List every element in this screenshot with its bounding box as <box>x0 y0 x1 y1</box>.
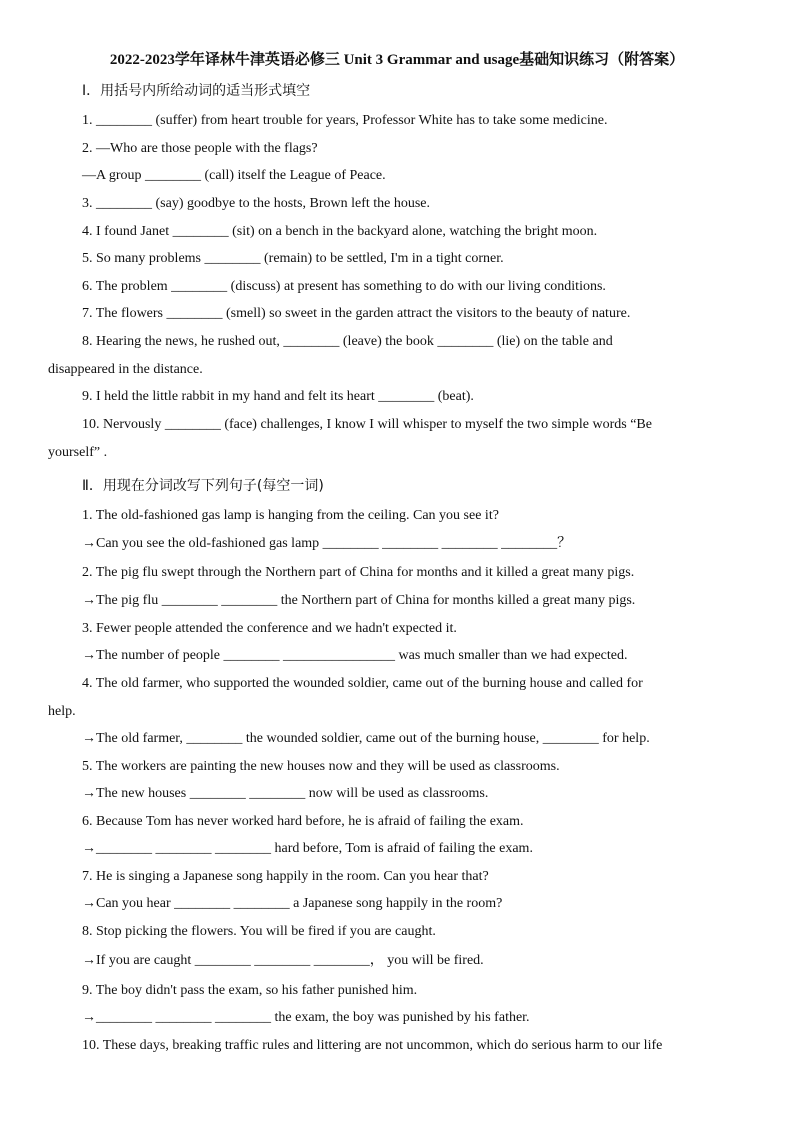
s1-item-5: 5. So many problems ________ (remain) to be settled, I'm in a tight corner. <box>82 251 504 266</box>
s2-item-10: 10. These days, breaking traffic rules and littering are not uncommon, which do serious harm to our life <box>82 1038 663 1053</box>
s1-item-10: 10. Nervously ________ (face) challenges, I know I will whisper to myself the two simple words “Be <box>82 417 652 432</box>
s2-item-6: 6. Because Tom has never worked hard before, he is afraid of failing the exam. <box>82 814 524 829</box>
s1-item-2-answer: —A group ________ (call) itself the League of Peace. <box>82 168 386 183</box>
s2-item-3: 3. Fewer people attended the conference and we hadn't expected it. <box>82 621 457 636</box>
s2-item-5-rewrite: →The new houses ________ ________ now will be used as classrooms. <box>82 786 489 801</box>
section-1-heading: Ⅰ．用括号内所给动词的适当形式填空 <box>82 83 311 99</box>
s2-item-7: 7. He is singing a Japanese song happily in the room. Can you hear that? <box>82 869 489 884</box>
s1-item-8: 8. Hearing the news, he rushed out, ________ (leave) the book ________ (lie) on the table and <box>82 334 613 349</box>
s1-item-6: 6. The problem ________ (discuss) at present has something to do with our living conditions. <box>82 279 606 294</box>
s2-item-9: 9. The boy didn't pass the exam, so his father punished him. <box>82 983 418 998</box>
s2-item-8: 8. Stop picking the flowers. You will be fired if you are caught. <box>82 924 436 939</box>
s1-item-7: 7. The flowers ________ (smell) so sweet in the garden attract the visitors to the beauty of nature. <box>82 306 631 321</box>
s2-item-3-rewrite: →The number of people ________ ________________ was much smaller than we had expected. <box>82 648 628 663</box>
s2-item-4-cont: help. <box>48 704 76 719</box>
s2-item-5: 5. The workers are painting the new houses now and they will be used as classrooms. <box>82 759 560 774</box>
s1-item-9: 9. I held the little rabbit in my hand and felt its heart ________ (beat). <box>82 389 474 404</box>
s1-item-3: 3. ________ (say) goodbye to the hosts, Brown left the house. <box>82 196 431 211</box>
s2-item-4-rewrite: →The old farmer, ________ the wounded soldier, came out of the burning house, ________ for help. <box>82 731 650 746</box>
s2-item-1-rewrite: →Can you see the old-fashioned gas lamp ________ ________ ________ ________？ <box>82 536 572 551</box>
s2-item-2-rewrite: →The pig flu ________ ________ the Northern part of China for months killed a great many pigs. <box>82 593 636 608</box>
s1-item-1: 1. ________ (suffer) from heart trouble for years, Professor White has to take some medicine. <box>82 113 608 128</box>
section-2-heading: Ⅱ．用现在分词改写下列句子(每空一词) <box>82 478 324 494</box>
s2-item-8-rewrite: →If you are caught ________ ________ ________， you will be fired. <box>82 953 484 968</box>
s2-item-1: 1. The old-fashioned gas lamp is hanging from the ceiling. Can you see it? <box>82 508 499 523</box>
s2-item-9-rewrite: →________ ________ ________ the exam, the boy was punished by his father. <box>82 1010 530 1025</box>
s2-item-6-rewrite: →________ ________ ________ hard before, Tom is afraid of failing the exam. <box>82 841 533 856</box>
document-title: 2022-2023学年译林牛津英语必修三 Unit 3 Grammar and usage基础知识练习（附答案） <box>109 52 685 68</box>
s1-item-10-cont: yourself” . <box>48 445 108 460</box>
s2-item-7-rewrite: →Can you hear ________ ________ a Japanese song happily in the room? <box>82 896 503 911</box>
s2-item-2: 2. The pig flu swept through the Northern part of China for months and it killed a great many pigs. <box>82 565 635 580</box>
s1-item-4: 4. I found Janet ________ (sit) on a bench in the backyard alone, watching the bright moon. <box>82 224 598 239</box>
s2-item-4: 4. The old farmer, who supported the wounded soldier, came out of the burning house and called for <box>82 676 643 691</box>
s1-item-8-cont: disappeared in the distance. <box>48 362 203 377</box>
s1-item-2: 2. —Who are those people with the flags? <box>82 141 318 156</box>
